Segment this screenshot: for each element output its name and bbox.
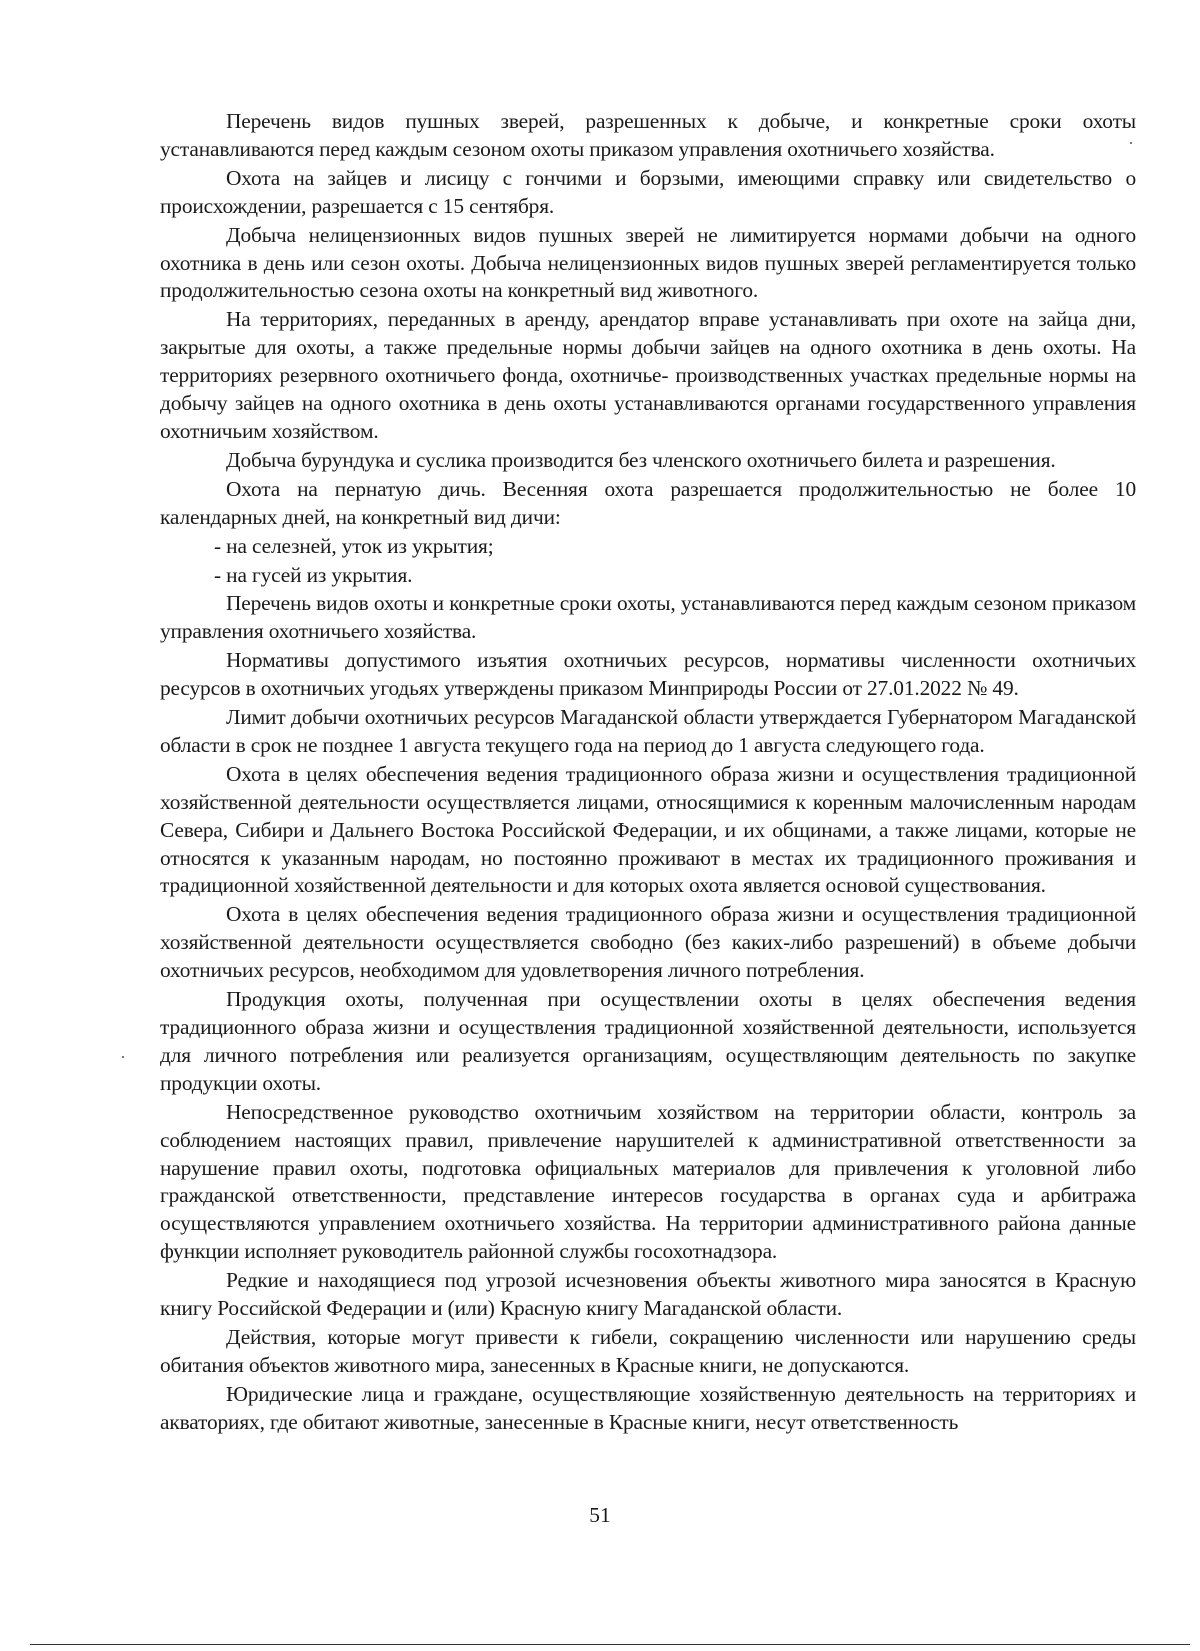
paragraph-red-book: Редкие и находящиеся под угрозой исчезновения объекты животного мира заносятся в Красную книгу Российской Федерации и (или) Красную книгу Магаданской области. (160, 1268, 1136, 1321)
paragraph-removal-norms: Нормативы допустимого изъятия охотничьих ресурсов, нормативы численности охотничьих ресурсов в охотничьих угодьях утверждены приказом Минприроды России от 27.01.2022 № 49. (160, 648, 1136, 701)
paragraph-management-control: Непосредственное руководство охотничьим хозяйством на территории области, контроль за соблюдением настоящих правил, привлечение нарушителей к административной ответственности за нарушение правил охоты, подготовка официальных материалов для привлечения к уголовной либо гражданской ответственности, представление интересов государства в органах суда и арбитража осуществляются управлением охотничьего хозяйства. На территории административного района данные функции исполняет руководитель районной службы госохотнадзора. (160, 1099, 1136, 1264)
paragraph-fur-species-list: Перечень видов пушных зверей, разрешенных к добыче, и конкретные сроки охоты устанавливаются перед каждым сезоном охоты приказом управления охотничьего хозяйства. (160, 109, 1136, 161)
paragraph-hare-fox-hounds: Охота на зайцев и лисицу с гончими и борзыми, имеющими справку или свидетельство о происхождении, разрешается с 15 сентября. (160, 165, 1136, 218)
paragraph-unlicensed-species: Добыча нелицензионных видов пушных зверей не лимитируется нормами добычи на одного охотника в день или сезон охоты. Добыча нелицензионных видов пушных зверей регламентируется только продолжительностью сезона охоты на конкретный вид животного. (160, 222, 1136, 303)
page-body (160, 108, 1136, 1438)
paragraph-feathered-game: Охота на пернатую дичь. Весенняя охота разрешается продолжительностью не более 10 календарных дней, на конкретный вид дичи: (160, 476, 1136, 529)
paragraph-traditional-free-hunting: Охота в целях обеспечения ведения традиционного образа жизни и осуществления традиционной хозяйственной деятельности осуществляется свободно (без каких-либо разрешений) в объеме добычи охотничьих ресурсов, необходимом для удовлетворения личного потребления. (160, 902, 1136, 983)
paragraph-traditional-hunting: Охота в целях обеспечения ведения традиционного образа жизни и осуществления традиционной хозяйственной деятельности осуществляется лицами, относящимися к коренным малочисленным народам Севера, Сибири и Дальнего Востока Российской Федерации, и их общинами, а также лицами, которые не относятся к указанным народам, но постоянно проживают в местах их традиционного проживания и традиционной хозяйственной деятельности и для которых охота является основой существования. (160, 761, 1136, 898)
paragraph-hunting-products: Продукция охоты, полученная при осуществлении охоты в целях обеспечения ведения традиционного образа жизни и осуществления традиционной хозяйственной деятельности, используется для личного потребления или реализуется организациям, осуществляющим деятельность по закупке продукции охоты. (160, 987, 1136, 1095)
paragraph-leased-territories: На территориях, переданных в аренду, арендатор вправе устанавливать при охоте на зайца дни, закрытые для охоты, а также предельные нормы добычи зайцев на одного охотника в день охоты. На территориях резервного охотничьего фонда, охотничье- производственных участках предельные нормы на добычу зайцев на одного охотника в день охоты устанавливаются органами государственного управления охотничьим хозяйством. (160, 307, 1136, 443)
paragraph-harvest-limit: Лимит добычи охотничьих ресурсов Магаданской области утверждается Губернатором Магаданской области в срок не позднее 1 августа текущего года на период до 1 августа следующего года. (160, 705, 1136, 757)
scan-artifact-dot (122, 1056, 124, 1058)
list-item-drakes-ducks: - на селезней, уток из укрытия; (214, 533, 494, 558)
list-item-geese: - на гусей из укрытия. (214, 562, 413, 587)
paragraph-legal-responsibility: Юридические лица и граждане, осуществляющие хозяйственную деятельность на территориях и акваториях, где обитают животные, занесенные в Красные книги, несут ответственность (160, 1381, 1136, 1434)
scan-bottom-edge (30, 1644, 1190, 1645)
page-number: 51 (589, 1503, 611, 1527)
paragraph-chipmunk-gopher: Добыча бурундука и суслика производится без членского охотничьего билета и разрешения. (226, 447, 1056, 472)
paragraph-prohibited-actions: Действия, которые могут привести к гибели, сокращению численности или нарушению среды обитания объектов животного мира, занесенных в Красные книги, не допускаются. (160, 1324, 1136, 1377)
scan-artifact-dot (1130, 142, 1132, 144)
paragraph-hunting-types-list: Перечень видов охоты и конкретные сроки охоты, устанавливаются перед каждым сезоном приказом управления охотничьего хозяйства. (160, 591, 1136, 644)
